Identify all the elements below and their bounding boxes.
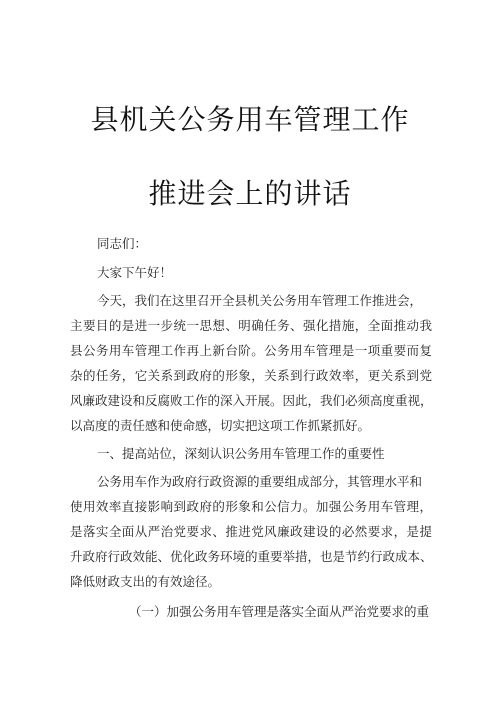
paragraph-line: 主要目的是进一步统一思想、明确任务、强化措施，全面推动我: [70, 318, 432, 333]
paragraph-line: 以高度的责任感和使命感，切实把这项工作抓紧抓好。: [70, 418, 371, 433]
paragraph-line: 县公务用车管理工作再上新台阶。公务用车管理是一项重要而复: [70, 343, 432, 358]
paragraph-line: 杂的任务，它关系到政府的形象，关系到行政效率，更关系到党: [70, 368, 432, 383]
paragraph-line: 是落实全面从严治党要求、推进党风廉政建设的必然要求，是提: [70, 524, 432, 539]
paragraph-line: 风廉政建设和反腐败工作的深入开展。因此，我们必须高度重视，: [70, 393, 433, 408]
greeting: 大家下午好！: [97, 265, 173, 280]
paragraph-line: 降低财政支出的有效途径。: [70, 574, 221, 589]
document-title-line-1: 县机关公务用车管理工作: [90, 103, 410, 136]
subsection-heading: （一）加强公务用车管理是落实全面从严治党要求的重: [129, 604, 430, 619]
section-heading: 一、提高站位，深刻认识公务用车管理工作的重要性: [97, 446, 385, 461]
paragraph-line: 使用效率直接影响到政府的形象和公信力。加强公务用车管理，: [70, 499, 432, 514]
paragraph-line: 升政府行政效能、优化政务环境的重要举措，也是节约行政成本、: [70, 549, 433, 564]
document-title-line-2: 推进会上的讲话: [148, 177, 352, 210]
paragraph-line: 今天，我们在这里召开全县机关公务用车管理工作推进会，: [97, 293, 423, 308]
paragraph-line: 公务用车作为政府行政资源的重要组成部分，其管理水平和: [97, 474, 423, 489]
salutation: 同志们：: [97, 236, 148, 251]
